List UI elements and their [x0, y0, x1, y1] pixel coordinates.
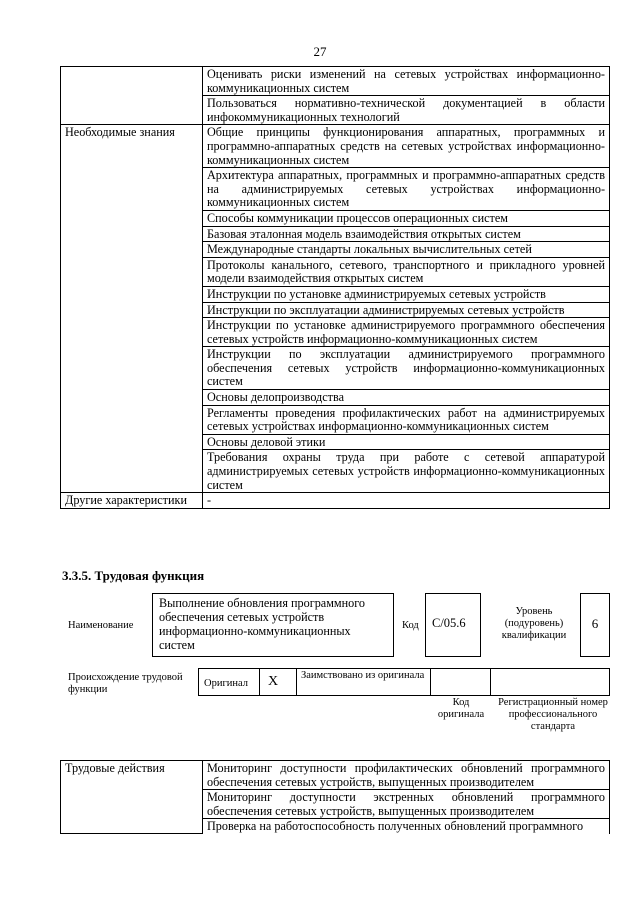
table-row — [61, 761, 610, 790]
requirements-table — [60, 66, 610, 509]
action-cell: Мониторинг доступности профилактических обновлений программного обеспечения сетевых устройств, выпущенных производителем — [203, 761, 610, 790]
section-heading: 3.3.5. Трудовая функция — [62, 568, 205, 583]
knowledge-cell: Протоколы канального, сетевого, транспортного и прикладного уровней модели взаимодействия открытых систем — [203, 257, 610, 286]
skill-cell: Оценивать риски изменений на сетевых устройствах информационно-коммуникационных систем — [203, 67, 610, 96]
code-value: С/05.6 — [432, 616, 466, 630]
knowledge-cell: Способы коммуникации процессов операционных систем — [203, 210, 610, 226]
knowledge-cell: Инструкции по установке администрируемых сетевых устройств — [203, 286, 610, 302]
knowledge-cell: Регламенты проведения профилактических работ на администрируемых сетевых устройствах информационно-коммуникационных систем — [203, 405, 610, 434]
level-value: 6 — [591, 616, 599, 631]
knowledge-cell: Архитектура аппаратных, программных и программно-аппаратных средств на администрируемых сетевых устройствах информационно-коммуникационных систем — [203, 168, 610, 211]
code-original-caption: Код оригинала — [437, 697, 485, 720]
skill-cell: Пользоваться нормативно-технической документацией в области инфокоммуникационных технологий — [203, 96, 610, 125]
code-label: Код — [402, 620, 419, 631]
origin-label: Происхождение трудовой функции — [68, 672, 183, 695]
other-value: - — [203, 493, 610, 509]
action-cell: Проверка на работоспособность полученных обновлений программного — [203, 819, 610, 834]
actions-table — [60, 760, 610, 834]
table-row — [61, 67, 610, 96]
function-name-box — [152, 593, 394, 657]
level-box — [580, 593, 610, 657]
divider — [296, 668, 297, 696]
code-box — [425, 593, 481, 657]
knowledge-cell: Инструкции по эксплуатации администрируемых сетевых устройств — [203, 302, 610, 318]
divider — [259, 668, 260, 696]
knowledge-cell: Международные стандарты локальных вычислительных сетей — [203, 242, 610, 258]
registration-caption: Регистрационный номер профессионального стандарта — [498, 697, 608, 732]
table-row — [61, 493, 610, 509]
knowledge-cell: Основы деловой этики — [203, 434, 610, 450]
table-row — [61, 125, 610, 168]
knowledge-cell: Базовая эталонная модель взаимодействия открытых систем — [203, 226, 610, 242]
divider — [490, 668, 491, 696]
actions-label: Трудовые действия — [61, 761, 203, 834]
knowledge-cell: Требования охраны труда при работе с сетевой аппаратурой администрируемых сетевых устройств информационно-коммуникационных систем — [203, 450, 610, 493]
knowledge-cell: Инструкции по установке администрируемого программного обеспечения сетевых устройств информационно-коммуникационных систем — [203, 318, 610, 347]
knowledge-cell: Основы делопроизводства — [203, 390, 610, 406]
knowledge-cell: Общие принципы функционирования аппаратных, программных и программно-аппаратных средств на сетевых устройствах информационно-коммуникационных систем — [203, 125, 610, 168]
function-name: Выполнение обновления программного обеспечения сетевых устройств информационно-коммуникационных систем — [159, 596, 366, 652]
original-label: Оригинал — [204, 678, 248, 689]
divider — [430, 668, 431, 696]
skills-label-cell — [61, 67, 203, 125]
level-label: Уровень (подуровень) квалификации — [501, 606, 567, 641]
original-mark: X — [268, 674, 279, 689]
other-label: Другие характеристики — [61, 493, 203, 509]
action-cell: Мониторинг доступности экстренных обновлений программного обеспечения сетевых устройств, выпущенных производителем — [203, 790, 610, 819]
knowledge-label: Необходимые знания — [61, 125, 203, 493]
borrowed-label: Заимствовано из оригинала — [301, 670, 425, 681]
name-label: Наименование — [68, 620, 134, 631]
page-number: 27 — [313, 44, 327, 59]
knowledge-cell: Инструкции по эксплуатации администрируемого программного обеспечения сетевых устройств информационно-коммуникационных систем — [203, 347, 610, 390]
